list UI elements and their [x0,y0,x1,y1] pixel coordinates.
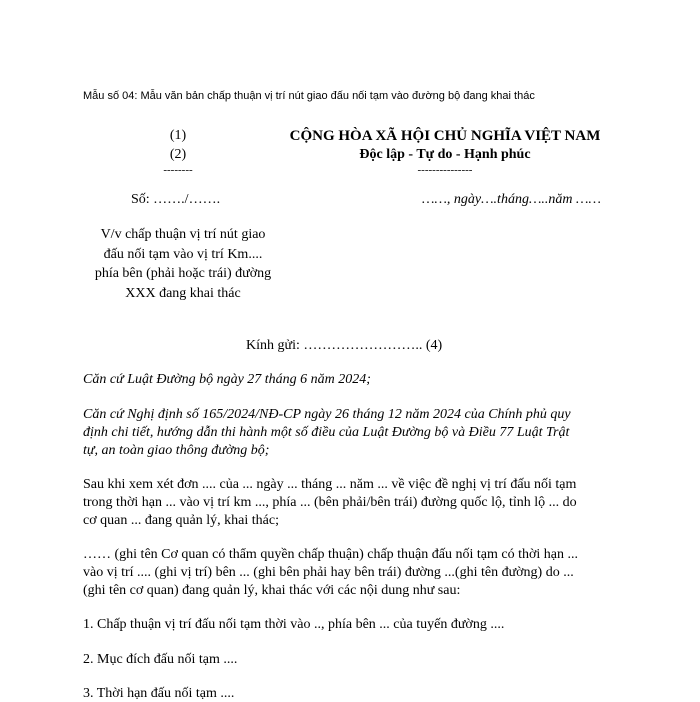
issue-date-line: ……, ngày….tháng…..năm …… [422,192,601,207]
item-3: 3. Thời hạn đấu nối tạm .... [83,686,235,701]
item-1: 1. Chấp thuận vị trí đấu nối tạm thời vào .., phía bên ... của tuyến đường .... [83,617,505,632]
national-name: CỘNG HÒA XÃ HỘI CHỦ NGHĨA VIỆT NAM [289,128,601,144]
paragraph-line: Căn cứ Nghị định số 165/2024/NĐ-CP ngày 26 tháng 12 năm 2024 của Chính phủ quy [83,407,571,422]
review-paragraph [83,476,623,530]
right-header-divider: --------------- [417,164,473,176]
subject-line: đấu nối tạm vào vị trí Km.... [103,246,263,262]
legal-basis-decree [83,406,623,460]
left-header-divider: -------- [163,164,193,176]
approval-paragraph [83,546,623,600]
agency-line-1: (1) [169,128,187,143]
item-2: 2. Mục đích đấu nối tạm .... [83,652,238,667]
paragraph-line: vào vị trí .... (ghi vị trí) bên ... (ghi bên phải hay bên trái) đường ...(ghi tên đường) do ... [83,565,574,580]
subject-line: phía bên (phải hoặc trái) đường [94,266,272,281]
recipient-line: Kính gửi: …………………….. (4) [246,338,443,353]
legal-basis-law: Căn cứ Luật Đường bộ ngày 27 tháng 6 năm 2024; [83,372,371,387]
subject-line: V/v chấp thuận vị trí nút giao [100,227,266,242]
subject-block [83,225,283,303]
paragraph-line: …… (ghi tên Cơ quan có thẩm quyền chấp thuận) chấp thuận đấu nối tạm có thời hạn ... [83,547,578,562]
paragraph-line: tự, an toàn giao thông đường bộ; [83,443,270,458]
paragraph-line: (ghi tên cơ quan) đang quản lý, khai thác với các nội dung như sau: [83,583,461,598]
paragraph-line: trong thời hạn ... vào vị trí km ..., phía ... (bên phải/bên trái) đường quốc lộ, tỉnh lộ ... do [83,495,577,510]
agency-line-2: (2) [169,147,187,162]
form-title: Mẫu số 04: Mẫu văn bản chấp thuận vị trí nút giao đấu nối tạm vào đường bộ đang khai thác [83,90,535,102]
national-motto: Độc lập - Tự do - Hạnh phúc [359,147,531,162]
paragraph-line: cơ quan ... đang quản lý, khai thác; [83,513,279,528]
paragraph-line: định chi tiết, hướng dẫn thi hành một số điều của Luật Đường bộ và Điều 77 Luật Trật [83,425,570,440]
paragraph-line: Sau khi xem xét đơn .... của ... ngày ... tháng ... năm ... về việc đề nghị vị trí đấu nối tạm [83,477,577,492]
document-number: Số: ……./……. [131,192,221,207]
subject-line: XXX đang khai thác [125,285,241,301]
